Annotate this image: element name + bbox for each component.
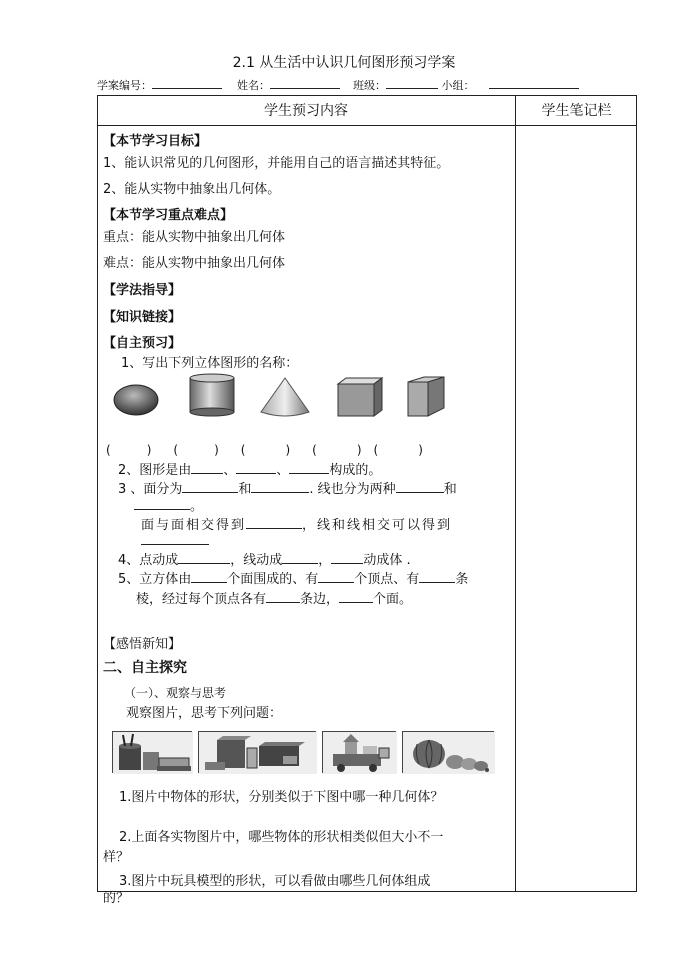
question-3-line-2: 。 <box>134 497 203 515</box>
key-heading: 【本节学习重点难点】 <box>103 208 234 223</box>
cone-shape <box>261 378 309 416</box>
paren-open-4: ( <box>312 443 317 457</box>
class-blank[interactable] <box>386 79 438 89</box>
method-heading: 【学法指导】 <box>103 283 182 298</box>
q2-blank-3[interactable] <box>289 461 329 474</box>
q4-blank-2[interactable] <box>282 551 318 564</box>
photo-toy-model-image <box>323 732 397 774</box>
photo-stationery-image <box>113 732 193 774</box>
goals-heading: 【本节学习目标】 <box>103 134 208 149</box>
ask-3: 3.图片中玩具模型的形状，可以看做由哪些几何体组成 <box>119 874 431 889</box>
paren-open-5: ( <box>373 443 379 457</box>
link-heading: 【知识链接】 <box>103 310 182 325</box>
observe-instruction: 观察图片，思考下列问题： <box>126 706 283 721</box>
paren-open-3: ( <box>240 443 246 457</box>
photo-stationery <box>112 731 192 773</box>
q3-blank-3[interactable] <box>396 480 444 493</box>
q3-blank-2[interactable] <box>251 480 309 493</box>
q3-blank-4[interactable] <box>134 497 190 510</box>
q5-blank-4[interactable] <box>266 590 300 603</box>
q2-blank-2[interactable] <box>236 461 276 474</box>
ask-2-line-2: 样？ <box>103 850 130 865</box>
paren-close-2: ) <box>214 443 219 457</box>
name-blank[interactable] <box>270 79 340 89</box>
subsection-observe: （一）、观察与思考 <box>124 686 227 700</box>
key-point: 重点：能从实物中抽象出几何体 <box>103 230 286 245</box>
question-3-line-1: 3 、面分为 和 . 线也分为两种 和 <box>118 482 457 497</box>
q3-blank-6[interactable] <box>141 544 209 545</box>
name-label: 姓名： <box>237 79 270 92</box>
question-4: 4、点动成 ，线动成 ， 动成体 . <box>118 553 411 568</box>
section-2-heading: 二、自主探究 <box>103 660 187 676</box>
difficulty: 难点：能从实物中抽象出几何体 <box>103 256 286 271</box>
photo-boxes-image <box>199 732 317 774</box>
solid-figures-row <box>108 372 508 422</box>
question-3-line-3: 面与面相交得到 ，线和线相交可以得到 <box>141 518 453 533</box>
photo-fruits <box>402 731 494 773</box>
column-header-content: 学生预习内容 <box>264 103 348 119</box>
paren-open-1: ( <box>106 443 111 457</box>
q3-blank-1[interactable] <box>182 480 238 493</box>
q5-blank-2[interactable] <box>318 570 354 583</box>
paren-close-5: ) <box>418 443 423 457</box>
q3-blank-5[interactable] <box>246 516 302 529</box>
ask-1: 1.图片中物体的形状，分别类似于下图中哪一种几何体？ <box>119 790 444 805</box>
photo-fruits-image <box>403 732 495 774</box>
case-number-blank[interactable] <box>152 79 222 89</box>
page-title: 2.1 从生活中认识几何图形预习学案 <box>232 55 456 71</box>
prism-shape <box>408 377 444 416</box>
ask-3-tail: 的？ <box>103 891 130 906</box>
column-divider <box>515 95 516 892</box>
q2-blank-1[interactable] <box>191 461 223 474</box>
q5-blank-1[interactable] <box>191 570 227 583</box>
ellipsoid-shape <box>114 385 158 415</box>
photo-boxes <box>198 731 316 773</box>
header-divider <box>97 125 637 126</box>
q4-blank-1[interactable] <box>178 551 230 564</box>
goal-1: 1、能认识常见的几何图形，并能用自己的语言描述其特征。 <box>103 156 450 171</box>
cube-shape <box>338 378 382 416</box>
group-label: 小组： <box>441 79 475 92</box>
question-1: 1、写出下列立体图形的名称： <box>121 356 299 371</box>
case-number-label: 学案编号： <box>97 79 152 92</box>
answer-parentheses-row <box>106 443 423 457</box>
q5-blank-5[interactable] <box>339 590 373 603</box>
photo-toy-model <box>322 731 396 773</box>
insight-heading: 【感悟新知】 <box>103 637 182 652</box>
q5-blank-3[interactable] <box>419 570 455 583</box>
question-5-line-2: 棱，经过每个顶点各有 条边， 个面。 <box>136 592 413 607</box>
student-info-row <box>97 77 579 93</box>
cylinder-shape <box>190 374 234 416</box>
group-blank[interactable] <box>489 79 579 89</box>
paren-close-3: ) <box>285 443 291 457</box>
paren-open-2: ( <box>173 443 179 457</box>
ask-2-line-1: 2.上面各实物图片中，哪些物体的形状相类似但大小不一 <box>119 830 444 845</box>
question-2: 2、图形是由 、 、 构成的。 <box>118 463 382 478</box>
column-header-notes: 学生笔记栏 <box>541 103 612 119</box>
goal-2: 2、能从实物中抽象出几何体。 <box>103 182 281 197</box>
q4-blank-3[interactable] <box>331 551 363 564</box>
question-5-line-1: 5、立方体由 个面围成的、有 个顶点、有 条 <box>118 572 469 587</box>
class-label: 班级： <box>353 79 386 92</box>
paren-close-1: ) <box>146 443 152 457</box>
paren-close-4: ) <box>356 443 362 457</box>
preview-heading: 【自主预习】 <box>103 336 182 351</box>
